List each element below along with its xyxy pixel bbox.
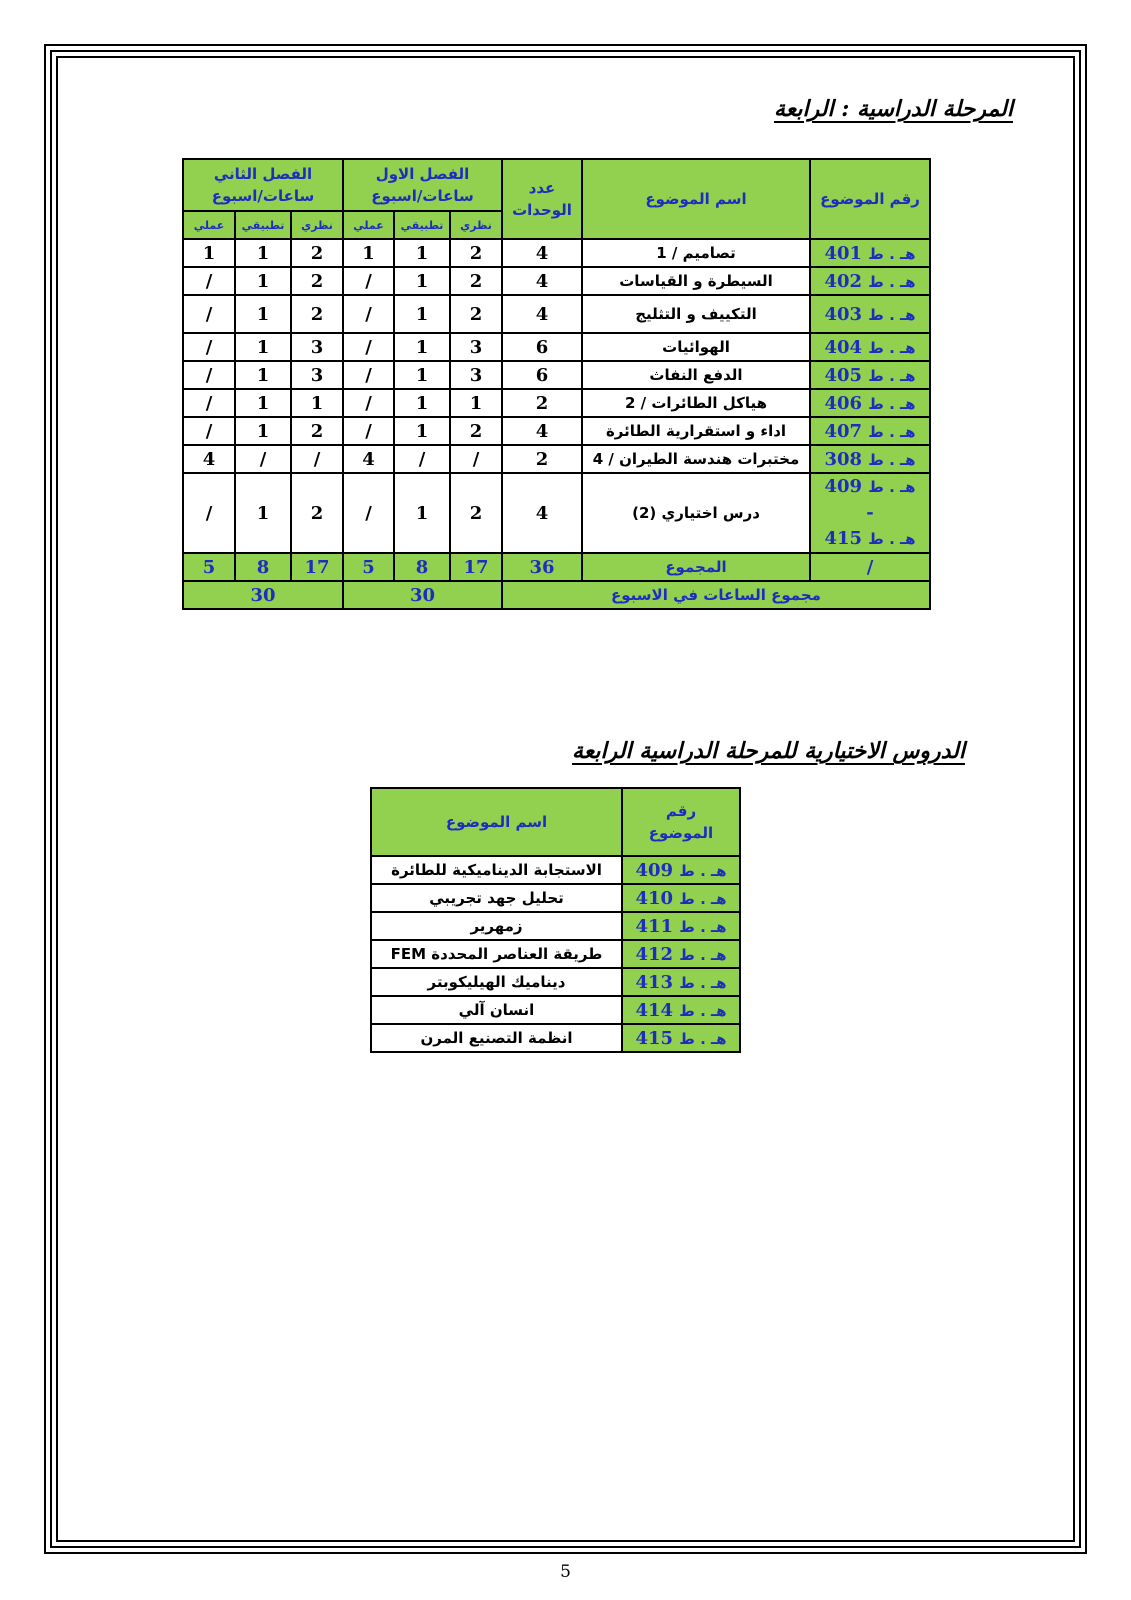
course-code-prefix: هـ . ط bbox=[868, 244, 916, 263]
course-hours-s1-th: 3 bbox=[450, 333, 502, 361]
first-semester-hours-label: ساعات/اسبوع bbox=[371, 187, 474, 205]
course-hours-s2-pr: / bbox=[183, 417, 235, 445]
course-hours-s2-ap: 1 bbox=[235, 239, 291, 267]
elective-code-dash: - bbox=[866, 502, 874, 523]
elective-course-code bbox=[622, 856, 740, 884]
totals-s1-practical: 5 bbox=[343, 553, 394, 581]
course-code bbox=[810, 389, 930, 417]
electives-header-subject-name: اسم الموضوع bbox=[371, 788, 622, 856]
course-hours-s1-ap: 1 bbox=[394, 361, 450, 389]
course-row bbox=[183, 417, 930, 445]
course-row bbox=[183, 239, 930, 267]
totals-units: 36 bbox=[502, 553, 582, 581]
elective-course-code bbox=[622, 968, 740, 996]
header-first-semester bbox=[343, 159, 502, 211]
elective-code-range bbox=[810, 473, 930, 553]
course-code-prefix: هـ . ط bbox=[868, 366, 916, 385]
elective-course-code-number: 413 bbox=[635, 971, 674, 993]
course-units: 4 bbox=[502, 295, 582, 333]
course-code-prefix: هـ . ط bbox=[868, 305, 916, 324]
elective-course-code bbox=[622, 912, 740, 940]
weekly-hours-label: مجموع الساعات في الاسبوع bbox=[502, 581, 930, 609]
elective-course-name: انظمة التصنيع المرن bbox=[371, 1024, 622, 1052]
course-units: 4 bbox=[502, 417, 582, 445]
elective-course-row bbox=[371, 940, 740, 968]
course-name: الدفع النفاث bbox=[582, 361, 810, 389]
course-row bbox=[183, 445, 930, 473]
elective-course-row bbox=[371, 856, 740, 884]
course-hours-s1-ap: 1 bbox=[394, 239, 450, 267]
course-hours-s2-th: 2 bbox=[291, 417, 343, 445]
course-code bbox=[810, 417, 930, 445]
course-hours-s2-ap: 1 bbox=[235, 389, 291, 417]
course-hours-s1-th: 2 bbox=[450, 417, 502, 445]
course-hours-s1-ap: 1 bbox=[394, 267, 450, 295]
header-s1-theoretical: نظري bbox=[450, 211, 502, 239]
course-code-number: 404 bbox=[824, 336, 863, 358]
course-hours-s2-pr: / bbox=[183, 389, 235, 417]
elective-course-name: طريقة العناصر المحددة FEM bbox=[371, 940, 622, 968]
course-code-number: 402 bbox=[824, 270, 863, 292]
course-hours-s1-pr: / bbox=[343, 295, 394, 333]
header-second-semester bbox=[183, 159, 343, 211]
elective-s1-practical: / bbox=[343, 473, 394, 553]
elective-course-row bbox=[371, 1024, 740, 1052]
electives-heading: الدروس الاختيارية للمرحلة الدراسية الرابعة bbox=[572, 738, 965, 764]
course-hours-s2-ap: / bbox=[235, 445, 291, 473]
course-hours-s2-pr: / bbox=[183, 361, 235, 389]
elective-name: درس اختياري (2) bbox=[582, 473, 810, 553]
elective-row bbox=[183, 473, 930, 553]
course-code-prefix: هـ . ط bbox=[868, 394, 916, 413]
elective-course-code-prefix: هـ . ط bbox=[679, 889, 727, 908]
elective-s1-applied: 1 bbox=[394, 473, 450, 553]
totals-code: / bbox=[810, 553, 930, 581]
curriculum-table bbox=[182, 158, 931, 610]
elective-s1-theoretical: 2 bbox=[450, 473, 502, 553]
elective-course-code-prefix: هـ . ط bbox=[679, 945, 727, 964]
weekly-hours-s2: 30 bbox=[183, 581, 343, 609]
course-hours-s2-th: 1 bbox=[291, 389, 343, 417]
first-semester-label: الفصل الاول bbox=[375, 165, 470, 183]
course-hours-s1-pr: / bbox=[343, 267, 394, 295]
elective-course-code bbox=[622, 940, 740, 968]
course-code-prefix: هـ . ط bbox=[868, 450, 916, 469]
course-hours-s2-ap: 1 bbox=[235, 295, 291, 333]
course-hours-s1-ap: 1 bbox=[394, 295, 450, 333]
course-hours-s1-th: / bbox=[450, 445, 502, 473]
course-code-prefix: هـ . ط bbox=[868, 422, 916, 441]
course-code-number: 403 bbox=[824, 303, 863, 325]
totals-s1-theoretical: 17 bbox=[450, 553, 502, 581]
course-hours-s2-ap: 1 bbox=[235, 361, 291, 389]
elective-course-code-number: 410 bbox=[635, 887, 674, 909]
elective-course-row bbox=[371, 968, 740, 996]
totals-label: المجموع bbox=[582, 553, 810, 581]
course-name: مختبرات هندسة الطيران / 4 bbox=[582, 445, 810, 473]
course-hours-s2-pr: / bbox=[183, 333, 235, 361]
page-number: 5 bbox=[560, 1562, 571, 1582]
course-code bbox=[810, 361, 930, 389]
header-subject-name: اسم الموضوع bbox=[582, 159, 810, 239]
elective-code-to-prefix: هـ . ط bbox=[868, 530, 916, 548]
elective-code-from-num: 409 bbox=[824, 476, 863, 497]
course-code bbox=[810, 295, 930, 333]
course-code-number: 401 bbox=[824, 242, 863, 264]
second-semester-hours-label: ساعات/اسبوع bbox=[211, 187, 315, 205]
elective-units: 4 bbox=[502, 473, 582, 553]
course-code-number: 405 bbox=[824, 364, 863, 386]
course-code-number: 308 bbox=[824, 448, 863, 470]
header-subject-number: رقم الموضوع bbox=[810, 159, 930, 239]
course-hours-s1-pr: / bbox=[343, 389, 394, 417]
elective-code-from-prefix: هـ . ط bbox=[868, 478, 916, 496]
elective-course-code-prefix: هـ . ط bbox=[679, 917, 727, 936]
course-hours-s2-pr: 4 bbox=[183, 445, 235, 473]
course-name: تصاميم / 1 bbox=[582, 239, 810, 267]
elective-course-code-prefix: هـ . ط bbox=[679, 861, 727, 880]
elective-course-code-number: 412 bbox=[635, 943, 674, 965]
header-units: عدد الوحدات bbox=[502, 159, 582, 239]
course-row bbox=[183, 267, 930, 295]
course-hours-s2-th: 2 bbox=[291, 295, 343, 333]
course-row bbox=[183, 295, 930, 333]
course-name: الهوائيات bbox=[582, 333, 810, 361]
course-hours-s2-th: 2 bbox=[291, 239, 343, 267]
course-code-number: 407 bbox=[824, 420, 863, 442]
course-hours-s1-th: 2 bbox=[450, 295, 502, 333]
elective-course-code-prefix: هـ . ط bbox=[679, 973, 727, 992]
elective-s2-theoretical: 2 bbox=[291, 473, 343, 553]
course-units: 4 bbox=[502, 267, 582, 295]
course-units: 6 bbox=[502, 361, 582, 389]
course-hours-s1-pr: / bbox=[343, 417, 394, 445]
course-code-number: 406 bbox=[824, 392, 863, 414]
header-s2-applied: تطبيقي bbox=[235, 211, 291, 239]
header-s2-practical: عملي bbox=[183, 211, 235, 239]
course-units: 6 bbox=[502, 333, 582, 361]
elective-course-name: انسان آلي bbox=[371, 996, 622, 1024]
course-code bbox=[810, 333, 930, 361]
course-hours-s2-th: 3 bbox=[291, 361, 343, 389]
course-hours-s1-ap: 1 bbox=[394, 333, 450, 361]
electives-table bbox=[370, 787, 741, 1053]
elective-course-code-number: 415 bbox=[635, 1027, 674, 1049]
course-code-prefix: هـ . ط bbox=[868, 338, 916, 357]
course-name: اداء و استقرارية الطائرة bbox=[582, 417, 810, 445]
elective-course-name: ديناميك الهيليكوبتر bbox=[371, 968, 622, 996]
totals-row bbox=[183, 553, 930, 581]
header-s1-practical: عملي bbox=[343, 211, 394, 239]
stage-heading: المرحلة الدراسية : الرابعة bbox=[773, 96, 1013, 122]
course-hours-s1-th: 3 bbox=[450, 361, 502, 389]
course-code bbox=[810, 239, 930, 267]
course-units: 2 bbox=[502, 389, 582, 417]
course-row bbox=[183, 389, 930, 417]
course-hours-s1-pr: / bbox=[343, 333, 394, 361]
course-units: 4 bbox=[502, 239, 582, 267]
elective-course-row bbox=[371, 912, 740, 940]
course-hours-s2-pr: / bbox=[183, 267, 235, 295]
elective-course-name: الاستجابة الديناميكية للطائرة bbox=[371, 856, 622, 884]
header-s1-applied: تطبيقي bbox=[394, 211, 450, 239]
course-hours-s1-ap: / bbox=[394, 445, 450, 473]
elective-course-code-prefix: هـ . ط bbox=[679, 1001, 727, 1020]
course-hours-s1-ap: 1 bbox=[394, 417, 450, 445]
elective-course-row bbox=[371, 996, 740, 1024]
course-hours-s2-pr: 1 bbox=[183, 239, 235, 267]
course-row bbox=[183, 333, 930, 361]
elective-course-code-number: 409 bbox=[635, 859, 674, 881]
course-code-prefix: هـ . ط bbox=[868, 272, 916, 291]
elective-s2-practical: / bbox=[183, 473, 235, 553]
course-code bbox=[810, 267, 930, 295]
elective-s2-applied: 1 bbox=[235, 473, 291, 553]
course-hours-s1-ap: 1 bbox=[394, 389, 450, 417]
course-hours-s1-pr: 1 bbox=[343, 239, 394, 267]
elective-course-code bbox=[622, 884, 740, 912]
elective-course-code bbox=[622, 1024, 740, 1052]
totals-s2-theoretical: 17 bbox=[291, 553, 343, 581]
course-hours-s2-pr: / bbox=[183, 295, 235, 333]
elective-code-to-num: 415 bbox=[824, 528, 863, 549]
course-hours-s2-ap: 1 bbox=[235, 267, 291, 295]
elective-course-code-number: 414 bbox=[635, 999, 674, 1021]
course-hours-s2-ap: 1 bbox=[235, 417, 291, 445]
totals-s1-applied: 8 bbox=[394, 553, 450, 581]
course-hours-s1-th: 2 bbox=[450, 239, 502, 267]
course-hours-s1-pr: 4 bbox=[343, 445, 394, 473]
elective-course-code-prefix: هـ . ط bbox=[679, 1029, 727, 1048]
totals-s2-practical: 5 bbox=[183, 553, 235, 581]
course-hours-s1-th: 1 bbox=[450, 389, 502, 417]
course-code bbox=[810, 445, 930, 473]
course-name: السيطرة و القياسات bbox=[582, 267, 810, 295]
second-semester-label: الفصل الثاني bbox=[213, 165, 313, 183]
weekly-hours-s1: 30 bbox=[343, 581, 502, 609]
elective-course-name: زمهرير bbox=[371, 912, 622, 940]
course-hours-s1-pr: / bbox=[343, 361, 394, 389]
course-hours-s2-th: / bbox=[291, 445, 343, 473]
course-name: التكييف و التثليج bbox=[582, 295, 810, 333]
course-units: 2 bbox=[502, 445, 582, 473]
elective-course-code-number: 411 bbox=[635, 915, 674, 937]
course-name: هياكل الطائرات / 2 bbox=[582, 389, 810, 417]
course-hours-s2-ap: 1 bbox=[235, 333, 291, 361]
totals-s2-applied: 8 bbox=[235, 553, 291, 581]
header-s2-theoretical: نظري bbox=[291, 211, 343, 239]
weekly-hours-row bbox=[183, 581, 930, 609]
course-hours-s2-th: 2 bbox=[291, 267, 343, 295]
course-hours-s2-th: 3 bbox=[291, 333, 343, 361]
elective-course-name: تحليل جهد تجريبي bbox=[371, 884, 622, 912]
elective-course-row bbox=[371, 884, 740, 912]
course-hours-s1-th: 2 bbox=[450, 267, 502, 295]
course-row bbox=[183, 361, 930, 389]
elective-course-code bbox=[622, 996, 740, 1024]
electives-header-subject-number: رقم الموضوع bbox=[622, 788, 740, 856]
